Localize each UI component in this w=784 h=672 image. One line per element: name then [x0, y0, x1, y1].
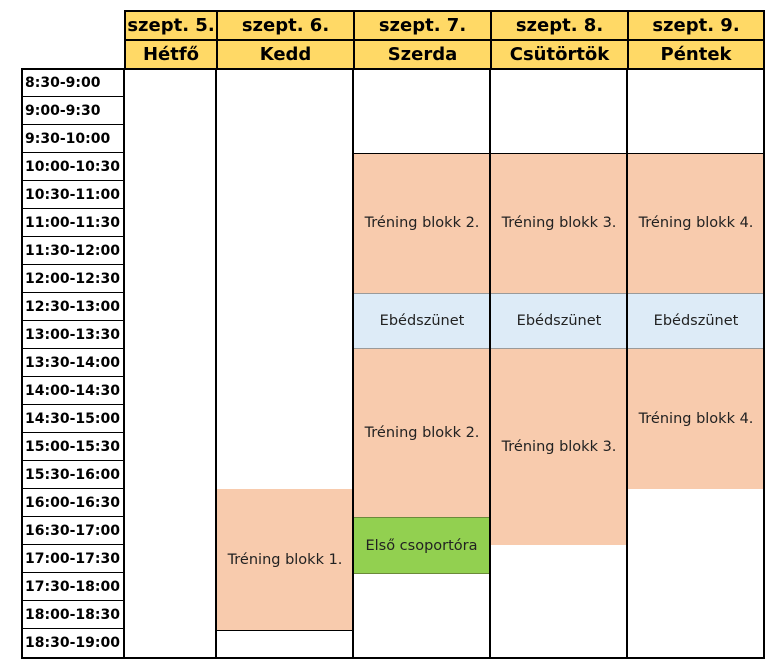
header-day-thu: Csütörtök [490, 39, 629, 70]
header-day-tue: Kedd [216, 39, 355, 70]
training-block-thu-afternoon: Tréning blokk 3. [491, 349, 627, 545]
time-slot-label: 18:00-18:30 [21, 601, 124, 629]
lunch-break-wed: Ebédszünet [354, 293, 490, 349]
header-day-wed: Szerda [353, 39, 492, 70]
time-slot-label: 16:00-16:30 [21, 489, 124, 517]
time-slot-label: 8:30-9:00 [21, 69, 124, 97]
time-slot-label: 18:30-19:00 [25, 635, 120, 651]
lunch-break-fri: Ebédszünet [628, 293, 764, 349]
schedule-grid-outline [21, 68, 765, 659]
time-slot-label: 14:00-14:30 [21, 377, 124, 405]
time-slot-label: 12:30-13:00 [21, 293, 124, 321]
header-date-wed: szept. 7. [353, 10, 492, 41]
training-block-wed-morning: Tréning blokk 2. [354, 153, 490, 293]
time-slot-label: 14:30-15:00 [21, 405, 124, 433]
training-block-wed-afternoon: Tréning blokk 2. [354, 349, 490, 517]
lunch-break-thu: Ebédszünet [491, 293, 627, 349]
training-block-tue-evening: Tréning blokk 1. [217, 489, 353, 630]
header-date-fri: szept. 9. [627, 10, 765, 41]
time-slot-label: 15:00-15:30 [21, 433, 124, 461]
header-date-thu: szept. 8. [490, 10, 629, 41]
time-slot-label: 13:30-14:00 [21, 349, 124, 377]
header-day-fri: Péntek [627, 39, 765, 70]
time-slot-label: 11:00-11:30 [21, 209, 124, 237]
time-slot-label: 10:00-10:30 [21, 153, 124, 181]
time-slot-label: 17:30-18:00 [21, 573, 124, 601]
time-slot-label: 15:30-16:00 [21, 461, 124, 489]
time-slot-label: 12:00-12:30 [21, 265, 124, 293]
time-slot-label: 10:30-11:00 [21, 181, 124, 209]
header-date-mon: szept. 5. [124, 10, 218, 41]
first-group-session-wed: Első csoportóra [353, 517, 490, 574]
time-slot-label: 16:30-17:00 [21, 517, 124, 545]
time-slot-label: 9:30-10:00 [21, 125, 124, 153]
time-slot-label: 11:30-12:00 [21, 237, 124, 265]
header-day-mon: Hétfő [124, 39, 218, 70]
training-block-thu-morning: Tréning blokk 3. [491, 153, 627, 293]
time-slot-label: 13:00-13:30 [21, 321, 124, 349]
training-block-fri-morning: Tréning blokk 4. [628, 153, 764, 293]
training-block-fri-afternoon: Tréning blokk 4. [628, 349, 764, 489]
time-slot-label: 17:00-17:30 [21, 545, 124, 573]
time-slot-label: 9:00-9:30 [21, 97, 124, 125]
header-date-tue: szept. 6. [216, 10, 355, 41]
